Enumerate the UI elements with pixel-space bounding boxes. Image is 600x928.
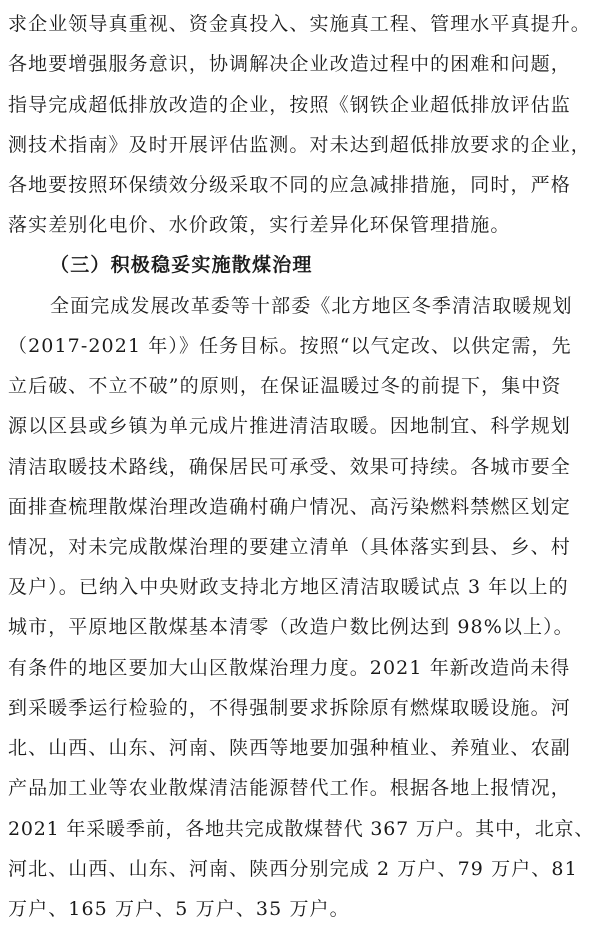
text-line: 清洁取暖技术路线，确保居民可承受、效果可持续。各城市要全 bbox=[8, 456, 571, 478]
text-line: 情况，对未完成散煤治理的要建立清单（具体落实到县、乡、村 bbox=[8, 536, 571, 558]
text-line: 各地要增强服务意识，协调解决企业改造过程中的困难和问题， bbox=[8, 53, 571, 75]
text-line: 到采暖季运行检验的，不得强制要求拆除原有燃煤取暖设施。河 bbox=[8, 697, 571, 719]
text-line: 各地要按照环保绩效分级采取不同的应急减排措施，同时，严格 bbox=[8, 174, 571, 196]
text-line: 北、山西、山东、河南、陕西等地要加强种植业、养殖业、农副 bbox=[8, 737, 571, 759]
text-line: 城市，平原地区散煤基本清零（改造户数比例达到 98%以上）。 bbox=[8, 616, 574, 638]
text-line: 测技术指南》及时开展评估监测。对未达到超低排放要求的企业， bbox=[8, 134, 591, 156]
text-line: 2021 年采暖季前，各地共完成散煤替代 367 万户。其中，北京、 bbox=[8, 818, 595, 840]
section-heading: （三）积极稳妥实施散煤治理 bbox=[50, 254, 313, 276]
text-line: 万户、165 万户、5 万户、35 万户。 bbox=[8, 898, 350, 920]
text-line: 源以区县或乡镇为单元成片推进清洁取暖。因地制宜、科学规划 bbox=[8, 415, 571, 437]
text-line: 面排查梳理散煤治理改造确村确户情况、高污染燃料禁燃区划定 bbox=[8, 496, 571, 518]
text-line: 有条件的地区要加大山区散煤治理力度。2021 年新改造尚未得 bbox=[8, 657, 571, 679]
text-line: 河北、山西、山东、河南、陕西分别完成 2 万户、79 万户、81 bbox=[8, 858, 578, 880]
text-line: 全面完成发展改革委等十部委《北方地区冬季清洁取暖规划 bbox=[50, 295, 573, 317]
text-line: 指导完成超低排放改造的企业，按照《钢铁企业超低排放评估监 bbox=[8, 94, 571, 116]
text-line: 求企业领导真重视、资金真投入、实施真工程、管理水平真提升。 bbox=[8, 13, 591, 35]
text-line: 立后破、不立不破”的原则，在保证温暖过冬的前提下，集中资 bbox=[8, 375, 562, 397]
text-line: （2017-2021 年）》任务目标。按照“以气定改、以供定需，先 bbox=[8, 335, 572, 357]
text-line: 产品加工业等农业散煤清洁能源替代工作。根据各地上报情况， bbox=[8, 777, 571, 799]
text-line: 落实差别化电价、水价政策，实行差异化环保管理措施。 bbox=[8, 214, 511, 236]
text-line: 及户）。已纳入中央财政支持北方地区清洁取暖试点 3 年以上的 bbox=[8, 576, 569, 598]
